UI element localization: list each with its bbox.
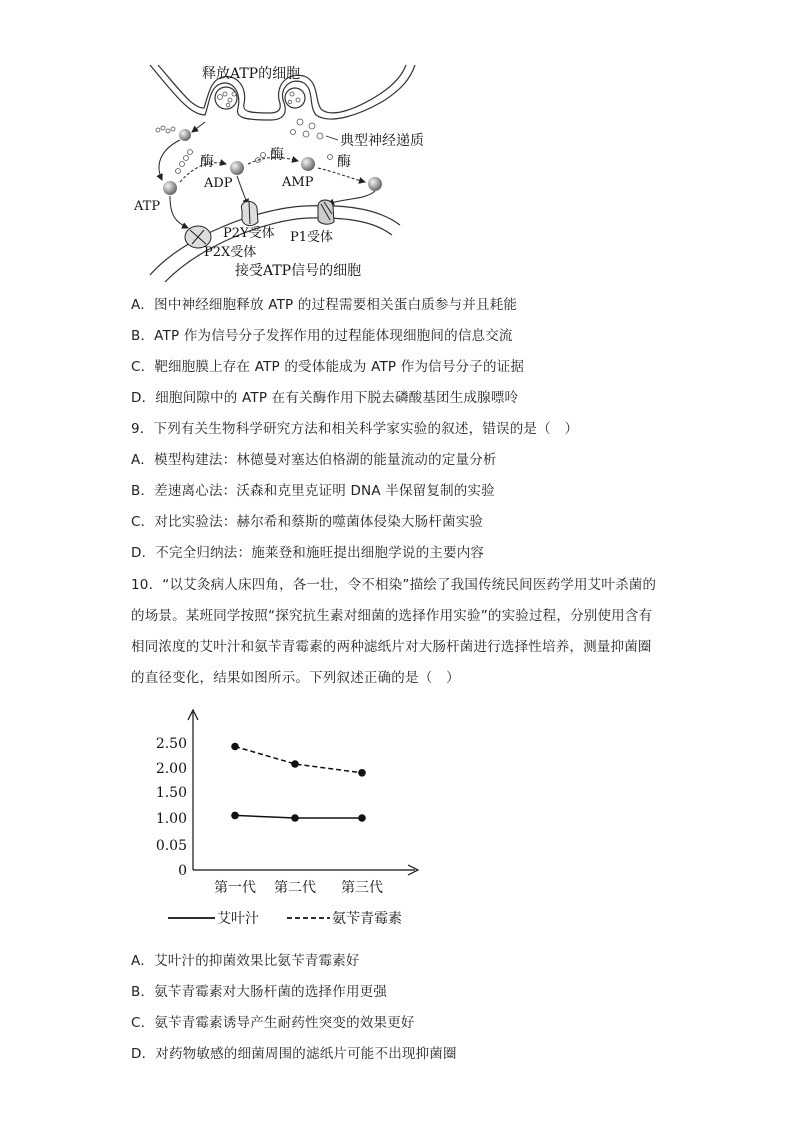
y-tick-label: 1.50 <box>155 785 187 801</box>
q10-stem-line-2: 的场景。某班同学按照“探究抗生素对细菌的选择作用实验”的实验过程，分别使用含有 <box>131 608 653 624</box>
q9-option-b: B．差速离心法：沃森和克里克证明 DNA 半保留复制的实验 <box>131 483 495 499</box>
receiving-cell-label: 接受ATP信号的细胞 <box>235 263 362 279</box>
released-atp-molecule <box>156 126 175 133</box>
x-tick-label: 第二代 <box>274 880 316 896</box>
q8-option-d: D．细胞间隙中的 ATP 在有关酶作用下脱去磷酸基团生成腺嘌呤 <box>131 390 519 406</box>
y-tick-label: 0.05 <box>155 838 187 854</box>
y-tick-label: 0 <box>178 863 187 879</box>
q9-option-c: C．对比实验法：赫尔希和蔡斯的噬菌体侵染大肠杆菌实验 <box>131 514 484 530</box>
x-tick-label: 第三代 <box>341 880 383 896</box>
x-tick-label: 第一代 <box>214 880 256 896</box>
p2y-label: P2Y受体 <box>223 226 275 241</box>
q10-option-d: D．对药物敏感的细菌周围的滤纸片可能不出现抑菌圈 <box>131 1046 457 1062</box>
q9-option-d: D．不完全归纳法：施莱登和施旺提出细胞学说的主要内容 <box>131 545 485 561</box>
atp-signal-diagram <box>130 60 430 285</box>
q10-option-b: B．氨苄青霉素对大肠杆菌的选择作用更强 <box>131 984 388 1000</box>
q8-option-b: B．ATP 作为信号分子发挥作用的过程能体现细胞间的信息交流 <box>131 328 513 344</box>
enzyme-label-1: 酶 <box>200 154 214 170</box>
q9-stem: 9．下列有关生物科学研究方法和相关科学家实验的叙述，错误的是（ ） <box>131 421 579 437</box>
series-line-1 <box>235 747 362 773</box>
p2y-receptor <box>241 201 258 225</box>
adp-label: ADP <box>204 176 233 191</box>
vesicle-right <box>285 88 305 108</box>
adp-ball <box>230 161 244 175</box>
p1-label: P1受体 <box>290 230 334 245</box>
y-tick-label: 1.00 <box>155 811 187 827</box>
neurotransmitter-label: 典型神经递质 <box>340 133 424 149</box>
amp-label: AMP <box>282 175 314 190</box>
y-tick-label: 2.00 <box>155 761 187 777</box>
p2x-label: P2X受体 <box>204 245 257 260</box>
data-point <box>358 814 366 822</box>
legend-label: 艾叶汁 <box>217 911 259 927</box>
q10-stem-line-1: 10．“以艾灸病人床四角，各一壮，令不相染”描绘了我国传统民间医药学用艾叶杀菌的 <box>131 577 657 593</box>
data-point <box>231 812 239 820</box>
atp-label: ATP <box>134 199 161 214</box>
q10-stem-line-4: 的直径变化，结果如图所示。下列叙述正确的是（ ） <box>131 670 460 686</box>
amp-ball <box>301 157 315 171</box>
y-tick-label: 2.50 <box>155 736 187 752</box>
data-point <box>231 743 239 751</box>
enzyme-label-3: 酶 <box>337 154 351 170</box>
legend-label: 氨苄青霉素 <box>332 911 402 927</box>
inhibition-zone-line-chart <box>130 700 450 940</box>
release-cell-label: 释放ATP的细胞 <box>202 66 301 82</box>
data-point <box>291 814 299 822</box>
adenosine-ball <box>368 177 382 191</box>
p1-receptor <box>318 200 334 224</box>
q10-option-a: A．艾叶汁的抑菌效果比氨苄青霉素好 <box>131 953 360 969</box>
q8-option-a: A．图中神经细胞释放 ATP 的过程需要相关蛋白质参与并且耗能 <box>131 297 518 313</box>
q10-option-c: C．氨苄青霉素诱导产生耐药性突变的效果更好 <box>131 1015 415 1031</box>
enzyme-label-2: 酶 <box>270 147 284 163</box>
atp-ball <box>163 181 177 195</box>
q10-stem-line-3: 相同浓度的艾叶汁和氨苄青霉素的两种滤纸片对大肠杆菌进行选择性培养，测量抑菌圈 <box>131 639 652 655</box>
q9-option-a: A．模型构建法：林德曼对塞达伯格湖的能量流动的定量分析 <box>131 452 497 468</box>
data-point <box>358 769 366 777</box>
data-point <box>291 760 299 768</box>
q8-option-c: C．靶细胞膜上存在 ATP 的受体能成为 ATP 作为信号分子的证据 <box>131 359 525 375</box>
